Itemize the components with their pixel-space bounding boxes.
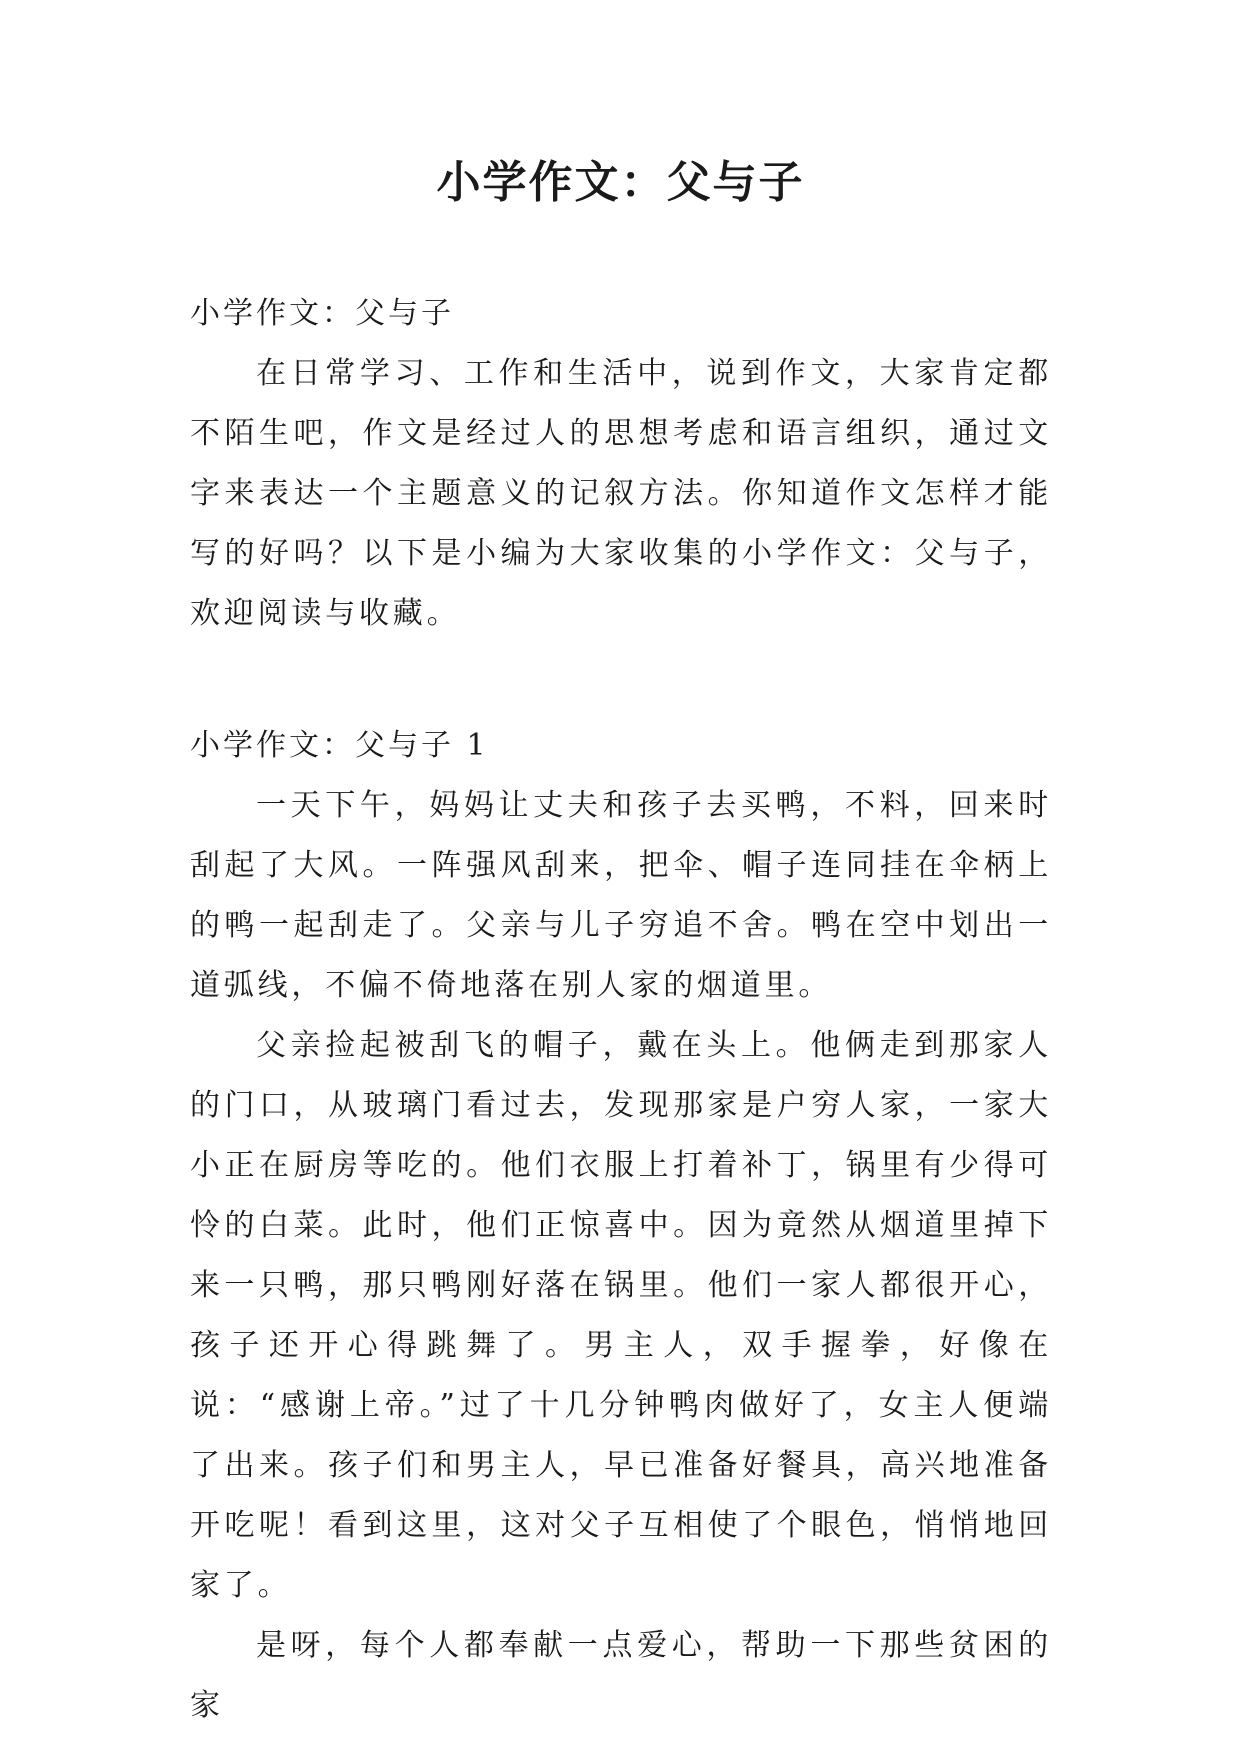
essay-1-paragraph-2: 父亲捡起被刮飞的帽子，戴在头上。他俩走到那家人的门口，从玻璃门看过去，发现那家是户穷人家，一家大小正在厨房等吃的。他们衣服上打着补丁，锅里有少得可怜的白菜。此时，他们正惊喜中。因为竟然从烟道里掉下来一只鸭，那只鸭刚好落在锅里。他们一家人都很开心，孩子还开心得跳舞了。男主人，双手握拳，好像在说：“感谢上帝。”过了十几分钟鸭肉做好了，女主人便端了出来。孩子们和男主人，早已准备好餐具，高兴地准备开吃呢！看到这里，这对父子互相使了个眼色，悄悄地回家了。 [190,1028,1052,1603]
section-spacer [190,644,1052,716]
intro-paragraph: 在日常学习、工作和生活中，说到作文，大家肯定都不陌生吧，作文是经过人的思想考虑和语言组织，通过文字来表达一个主题意义的记叙方法。你知道作文怎样才能写的好吗？以下是小编为大家收集的小学作文：父与子，欢迎阅读与收藏。 [190,356,1052,631]
intro-heading: 小学作文：父与子 [190,296,454,331]
document-title: 小学作文：父与子 [436,157,805,208]
essay-1-heading: 小学作文：父与子 1 [190,728,489,763]
document-body [190,284,1052,1736]
essay-1-paragraph-3: 是呀，每个人都奉献一点爱心，帮助一下那些贫困的家 [190,1628,1052,1723]
essay-1-paragraph-1: 一天下午，妈妈让丈夫和孩子去买鸭，不料，回来时刮起了大风。一阵强风刮来，把伞、帽子连同挂在伞柄上的鸭一起刮走了。父亲与儿子穷追不舍。鸭在空中划出一道弧线，不偏不倚地落在别人家的烟道里。 [190,788,1052,1003]
